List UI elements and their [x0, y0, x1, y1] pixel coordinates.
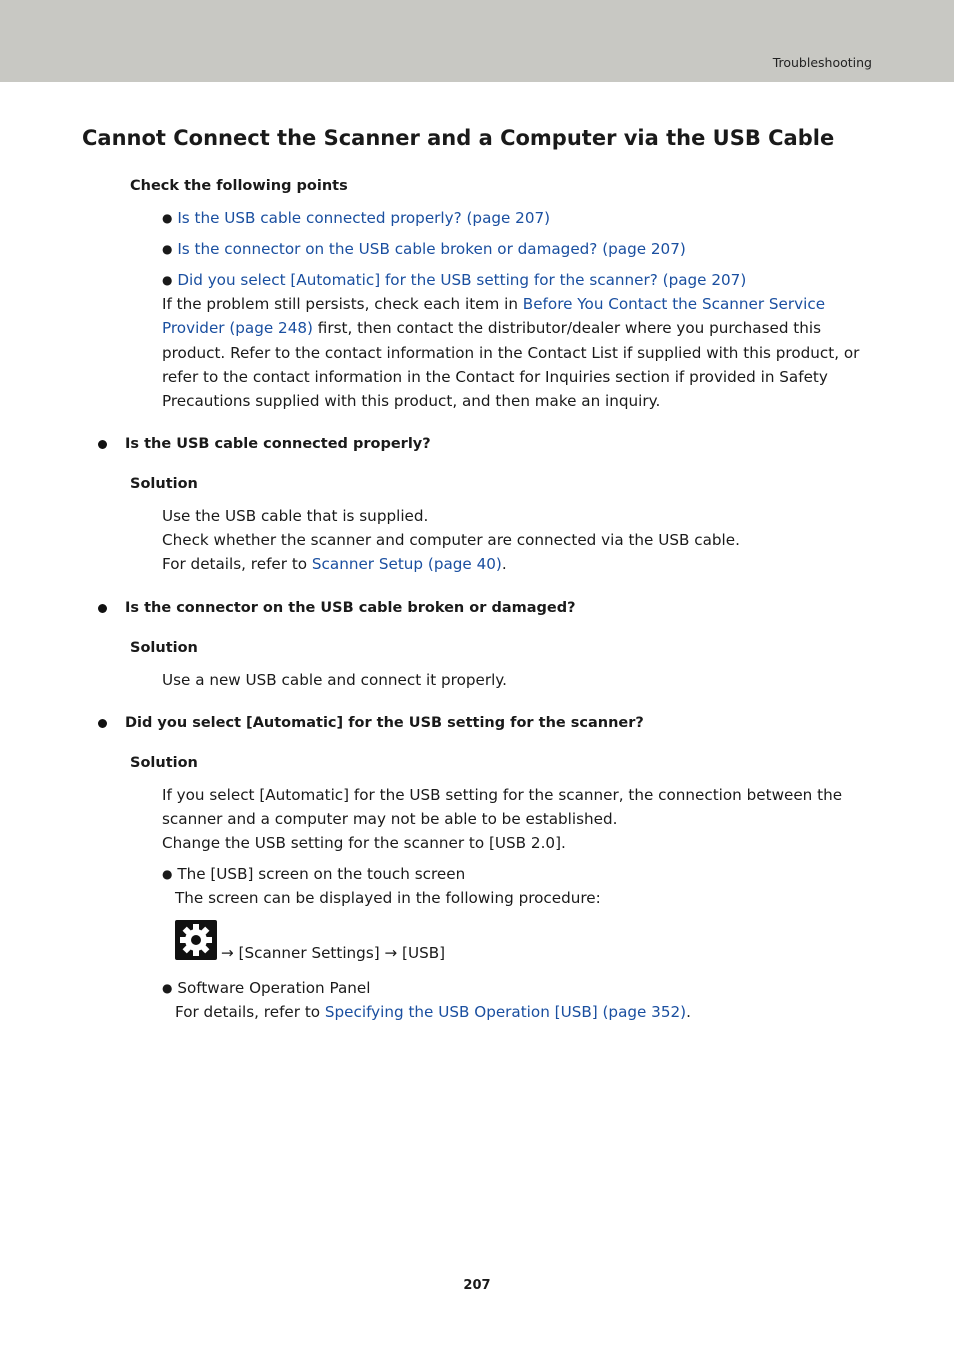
- q3-bullet-2-text: Software Operation Panel: [177, 979, 371, 997]
- bullet-icon: ●: [162, 211, 173, 225]
- page-number: 207: [463, 1278, 491, 1293]
- question-bullet-icon: [98, 719, 107, 728]
- question-3: Did you select [Automatic] for the USB setting for the scanner?: [125, 715, 644, 731]
- q3-bullet-1: [162, 862, 465, 887]
- persist-paragraph: [162, 292, 862, 413]
- q3-change: Change the USB setting for the scanner to [USB 2.0].: [162, 834, 566, 852]
- solution-label-2: Solution: [130, 640, 198, 656]
- solution-label-3: Solution: [130, 755, 198, 771]
- q3-paragraph: If you select [Automatic] for the USB setting for the scanner, the connection between the scanner and a computer may not be able to be established.: [162, 786, 843, 829]
- q3-bullet-2-post: .: [686, 1003, 691, 1021]
- q2-line-1: Use a new USB cable and connect it properly.: [162, 671, 507, 689]
- q3-bullet-2: [162, 976, 370, 1001]
- check-link-1[interactable]: Is the USB cable connected properly? (page 207): [177, 209, 551, 227]
- question-2: Is the connector on the USB cable broken or damaged?: [125, 600, 576, 616]
- solution-label-1: Solution: [130, 476, 198, 492]
- before-contact-link[interactable]: Before You Contact the Scanner Service Provider (page 248): [162, 295, 826, 338]
- check-link-2[interactable]: Is the connector on the USB cable broken or damaged? (page 207): [177, 240, 686, 258]
- page-title: Cannot Connect the Scanner and a Computer via the USB Cable: [82, 126, 835, 150]
- check-item-1[interactable]: [162, 206, 550, 231]
- section-label: Troubleshooting: [772, 55, 872, 70]
- question-1: Is the USB cable connected properly?: [125, 436, 431, 452]
- gear-icon: [175, 920, 217, 960]
- q3-bullet-1-desc: The screen can be displayed in the following procedure:: [175, 889, 601, 907]
- usb-operation-link[interactable]: Specifying the USB Operation [USB] (page 352): [324, 1003, 687, 1021]
- question-bullet-icon: [98, 440, 107, 449]
- bullet-icon: ●: [162, 867, 173, 881]
- persist-text-post: first, then contact the distributor/dealer where you purchased this product. Refer to the contact information in the Contact List if supplied with this product, or refer to the contact information in the Contact for Inquiries section if provided in Safety Precautions supplied with this product, and then make an inquiry.: [162, 319, 860, 411]
- q1-line-3-post: .: [501, 555, 507, 573]
- bullet-icon: ●: [162, 242, 173, 256]
- check-item-2[interactable]: [162, 237, 686, 262]
- q3-bullet-2-desc: [175, 1000, 691, 1024]
- bullet-icon: ●: [162, 273, 173, 287]
- q3-bullet-1-text: The [USB] screen on the touch screen: [177, 865, 466, 883]
- scanner-setup-link[interactable]: Scanner Setup (page 40): [311, 555, 502, 573]
- q1-line-2: Check whether the scanner and computer are connected via the USB cable.: [162, 531, 740, 549]
- question-bullet-icon: [98, 604, 107, 613]
- q3-path: → [Scanner Settings] → [USB]: [221, 944, 446, 962]
- q3-bullet-2-pre: For details, refer to: [175, 1003, 325, 1021]
- check-item-3[interactable]: [162, 268, 746, 293]
- check-heading: Check the following points: [130, 178, 348, 194]
- bullet-icon: ●: [162, 981, 173, 995]
- check-link-3[interactable]: Did you select [Automatic] for the USB setting for the scanner? (page 207): [177, 271, 747, 289]
- q1-line-1: Use the USB cable that is supplied.: [162, 507, 429, 525]
- q1-line-3-pre: For details, refer to: [162, 555, 312, 573]
- persist-text-pre: If the problem still persists, check each item in: [162, 295, 523, 313]
- header-band: [0, 0, 954, 82]
- q1-line-3: [162, 552, 507, 576]
